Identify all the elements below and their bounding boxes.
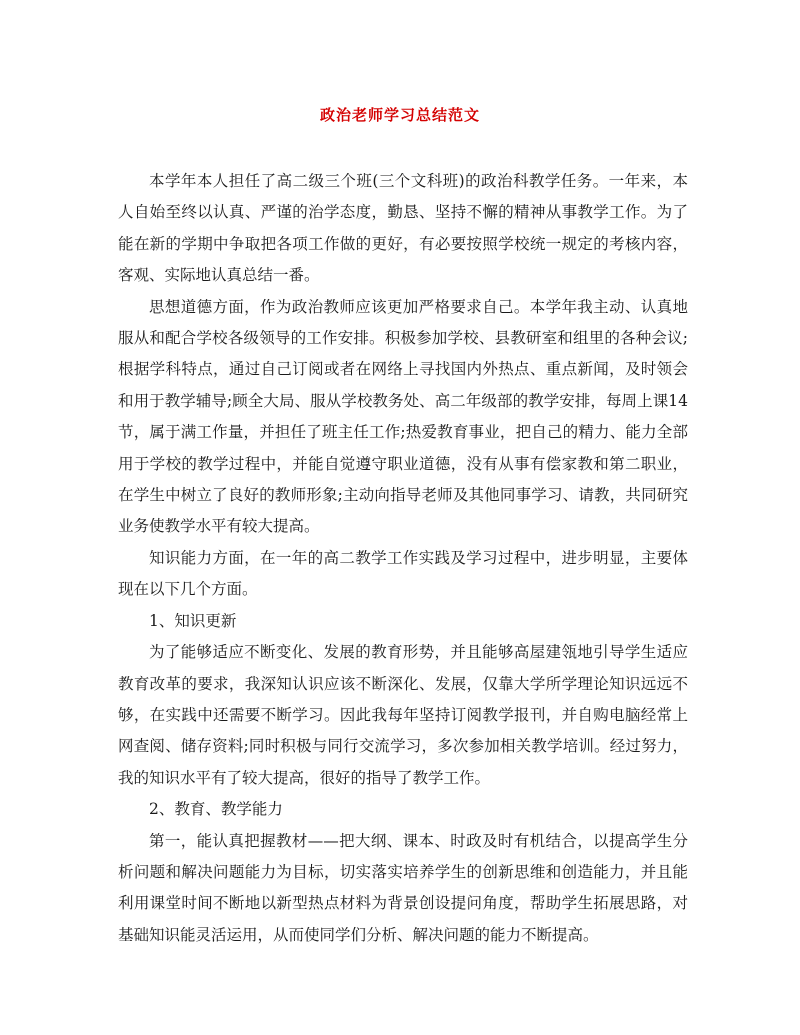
paragraph-knowledge-update: 为了能够适应不断变化、发展的教育形势，并且能够高屋建瓴地引导学生适应教育改革的要求，我深知认识应该不断深化、发展，仅靠大学所学理论知识远远不够，在实践中还需要不断学习。因此我每年坚持订阅教学报刊，并自购电脑经常上网查阅、储存资料;同时积极与同行交流学习，多次参加相关教学培训。经过努力，我的知识水平有了较大提高，很好的指导了教学工作。: [118, 643, 688, 787]
section-heading-knowledge-update: 1、知识更新: [149, 611, 237, 630]
paragraph-moral: 思想道德方面，作为政治教师应该更加严格要求自己。本学年我主动、认真地服从和配合学校各级领导的工作安排。积极参加学校、县教研室和组里的各种会议;根据学科特点，通过自己订阅或者在网络上寻找国内外热点、重点新闻，及时领会和用于教学辅导;顾全大局、服从学校教务处、高二年级部的教学安排，每周上课14节，属于满工作量，并担任了班主任工作;热爱教育事业，把自己的精力、能力全部用于学校的教学过程中，并能自觉遵守职业道德，没有从事有偿家教和第二职业，在学生中树立了良好的教师形象;主动向指导老师及其他同事学习、请教，共同研究业务使教学水平有较大提高。: [118, 297, 688, 536]
paragraph-intro: 本学年本人担任了高二级三个班(三个文科班)的政治科教学任务。一年来，本人自始至终以认真、严谨的治学态度，勤恳、坚持不懈的精神从事教学工作。为了能在新的学期中争取把各项工作做的更好，有必要按照学校统一规定的考核内容，客观、实际地认真总结一番。: [118, 172, 688, 285]
paragraph-teaching-ability: 第一，能认真把握教材——把大纲、课本、时政及时有机结合，以提高学生分析问题和解决问题能力为目标，切实落实培养学生的创新思维和创造能力，并且能利用课堂时间不断地以新型热点材料为背景创设提问角度，帮助学生拓展思路，对基础知识能灵活运用，从而使同学们分析、解决问题的能力不断提高。: [118, 831, 688, 944]
document-body: [118, 166, 688, 951]
document-title: 政治老师学习总结范文: [319, 106, 480, 124]
section-heading-teaching-ability: 2、教育、教学能力: [149, 800, 283, 819]
paragraph-knowledge: 知识能力方面，在一年的高二教学工作实践及学习过程中，进步明显，主要体现在以下几个方面。: [118, 548, 688, 599]
